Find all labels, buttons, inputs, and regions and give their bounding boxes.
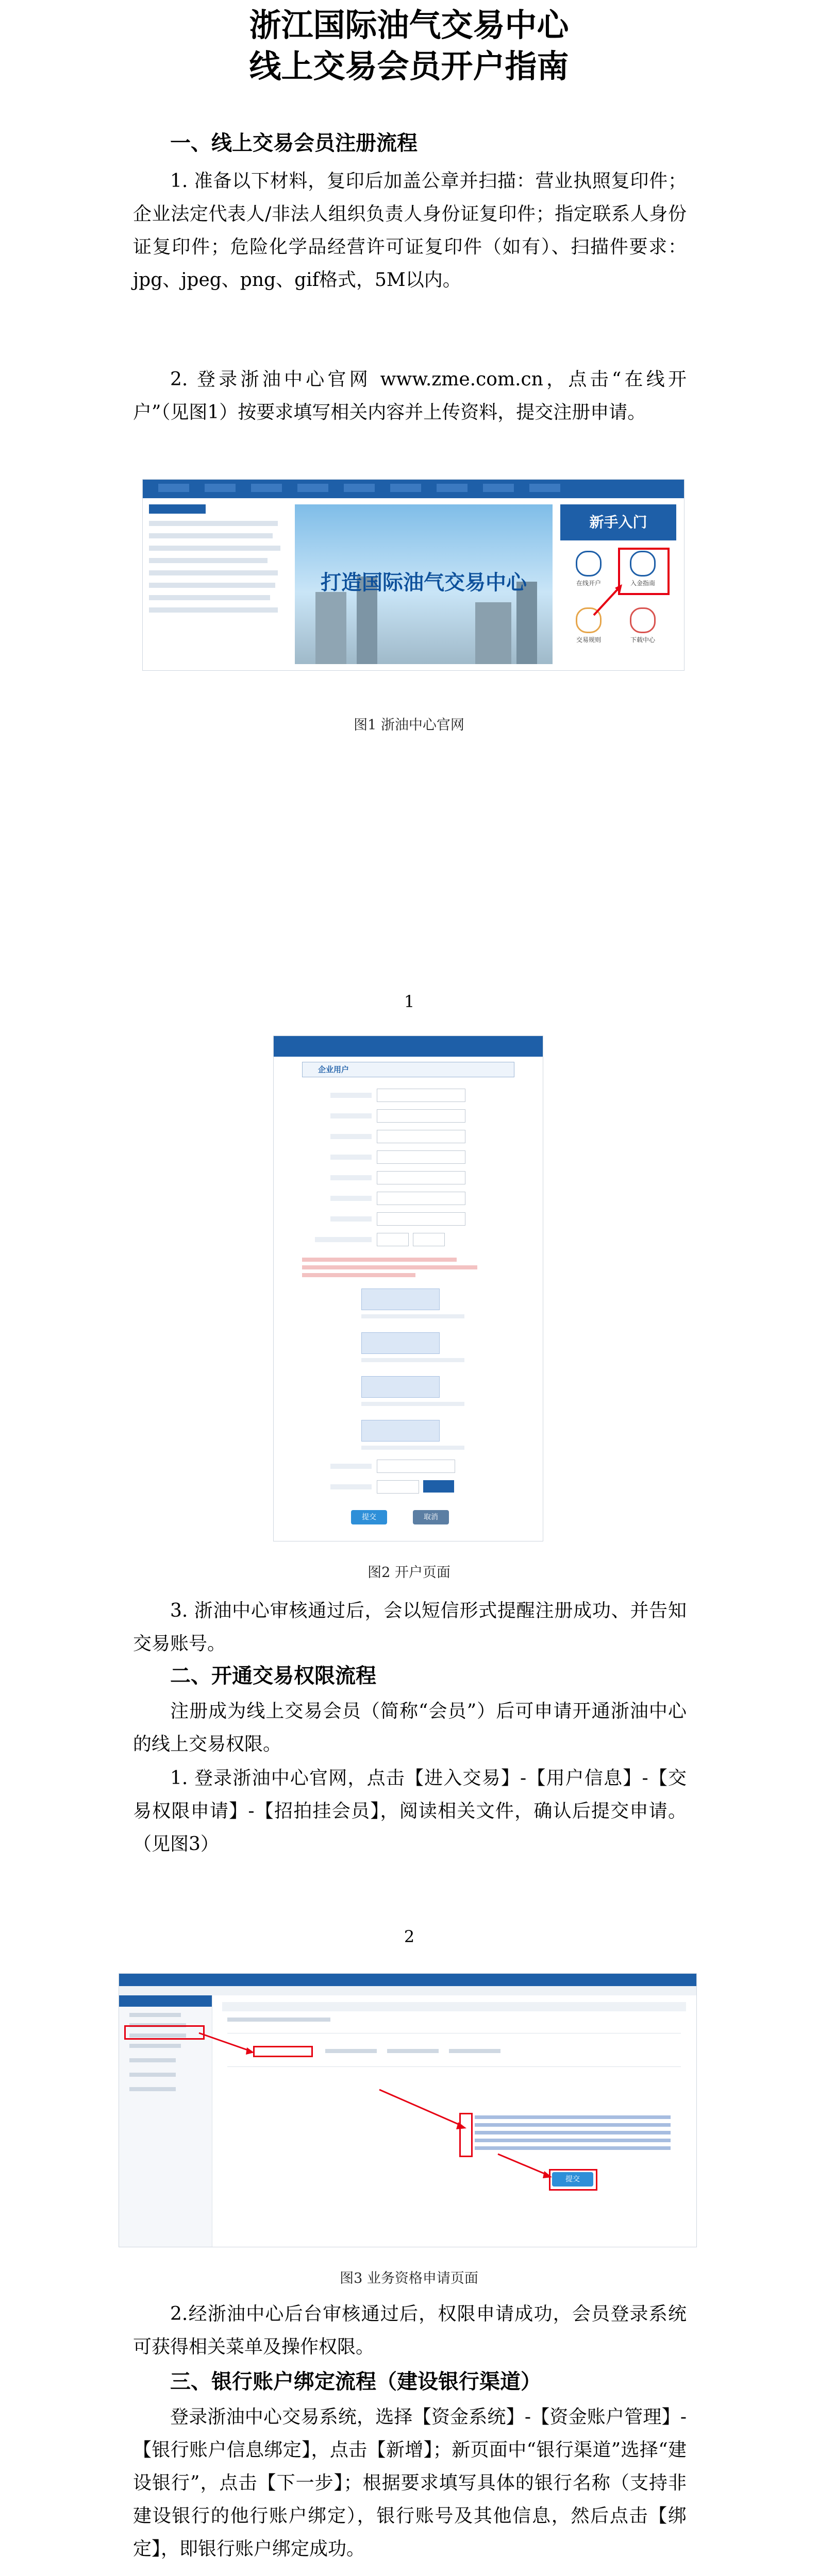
online-account-open-icon[interactable]: 入金指南 xyxy=(620,551,666,592)
section2-para3: 2.经浙油中心后台审核通过后，权限申请成功，会员登录系统可获得相关菜单及操作权限。 xyxy=(133,2303,687,2358)
form-field[interactable] xyxy=(377,1109,465,1123)
cancel-button[interactable]: 取消 xyxy=(413,1510,449,1524)
quick-entry-panel xyxy=(560,504,676,664)
form-field[interactable] xyxy=(413,1233,445,1246)
form-field[interactable] xyxy=(377,1150,465,1164)
banner-slogan: 打造国际油气交易中心 xyxy=(321,571,527,595)
form-field[interactable] xyxy=(377,1212,465,1226)
upload-area[interactable] xyxy=(361,1332,440,1354)
form-field[interactable] xyxy=(377,1480,419,1494)
upload-area[interactable] xyxy=(361,1376,440,1398)
page-number-2: 2 xyxy=(404,1927,415,1946)
upload-area[interactable] xyxy=(361,1420,440,1442)
figure1-website-screenshot xyxy=(142,479,685,671)
figure3-caption: 图3 业务资格申请页面 xyxy=(340,2270,478,2286)
quick-icon-3: 交易规则 xyxy=(565,607,612,649)
page-number-1: 1 xyxy=(404,992,415,1011)
form-field[interactable] xyxy=(377,1233,409,1246)
quick-icon-1: 在线开户 xyxy=(565,551,612,592)
newbie-title: 新手入门 xyxy=(560,504,676,540)
site-navbar xyxy=(143,480,684,498)
red-arrow-icon xyxy=(591,582,627,618)
figure1-caption: 图1 浙油中心官网 xyxy=(354,717,464,733)
form-header: 企业用户 xyxy=(318,1065,349,1074)
section3-para1: 登录浙油中心交易系统，选择【资金系统】-【资金账户管理】-【银行账户信息绑定】，点击【新增】；新页面中“银行渠道”选择“建设银行”，点击【下一步】；根据要求填写具体的银行名称（支持非建设银行的他行账户绑定），银行账号及其他信息，然后点击【绑定】，即银行账户绑定成功。 xyxy=(133,2406,687,2560)
red-arrow-icon xyxy=(196,2023,258,2064)
red-arrow-icon xyxy=(495,2151,557,2182)
section1-heading: 一、线上交易会员注册流程 xyxy=(170,131,418,155)
quick-icon-4: 下载中心 xyxy=(620,607,666,649)
section1-para1: 1. 准备以下材料，复印后加盖公章并扫描：营业执照复印件；企业法定代表人/非法人组织负责人身份证复印件；指定联系人身份证复印件；危险化学品经营许可证复印件（如有）、扫描件要求：jpg、jpeg、png、gif格式，5M以内。 xyxy=(133,171,687,291)
red-arrow-icon xyxy=(377,2087,470,2133)
form-field[interactable] xyxy=(377,1171,465,1184)
permission-submit-button[interactable]: 提交 xyxy=(552,2172,593,2187)
submit-button[interactable]: 提交 xyxy=(351,1510,387,1524)
figure3-permission-screenshot xyxy=(119,1973,697,2247)
form-field[interactable] xyxy=(377,1192,465,1205)
news-list xyxy=(149,504,288,664)
section1-para3: 3. 浙油中心审核通过后，会以短信形式提醒注册成功、并告知交易账号。 xyxy=(133,1600,687,1654)
doc-title-line2: 线上交易会员开户指南 xyxy=(249,47,569,85)
section2-para1: 注册成为线上交易会员（简称“会员”）后可申请开通浙油中心的线上交易权限。 xyxy=(133,1701,687,1755)
section2-para2: 1. 登录浙油中心官网，点击【进入交易】-【用户信息】-【交易权限申请】-【招拍挂会员】，阅读相关文件，确认后提交申请。（见图3） xyxy=(133,1768,687,1855)
banner-image xyxy=(295,504,553,664)
section2-heading: 二、开通交易权限流程 xyxy=(170,1664,376,1688)
form-field[interactable] xyxy=(377,1460,455,1473)
figure2-registration-form xyxy=(273,1036,543,1541)
section1-para2: 2. 登录浙油中心官网 www.zme.com.cn，点击“在线开户”（见图1）按要求填写相关内容并上传资料，提交注册申请。 xyxy=(133,369,687,423)
permission-option-highlight[interactable] xyxy=(253,2046,313,2057)
doc-title-line1: 浙江国际油气交易中心 xyxy=(249,6,569,44)
figure2-caption: 图2 开户页面 xyxy=(368,1565,450,1581)
form-field[interactable] xyxy=(377,1130,465,1143)
upload-area[interactable] xyxy=(361,1289,440,1310)
section3-heading: 三、银行账户绑定流程（建设银行渠道） xyxy=(170,2369,541,2394)
form-field[interactable] xyxy=(377,1089,465,1102)
